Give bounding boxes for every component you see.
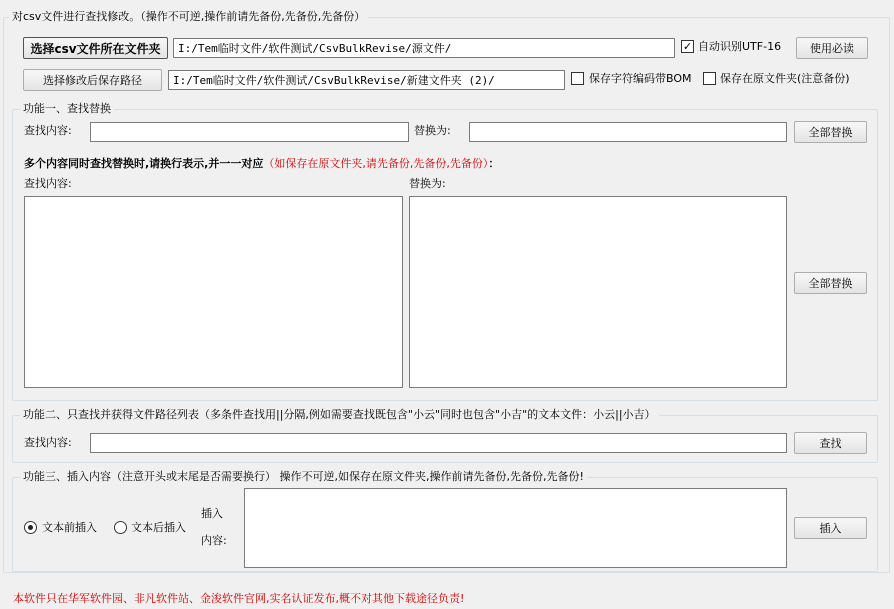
func1-replace-input[interactable]: [469, 122, 787, 142]
multi-note-warning: （如保存在原文件夹,请先备份,先备份,先备份）: [263, 157, 489, 170]
checkmark-icon: ✓: [682, 40, 693, 53]
insert-before-radio[interactable]: [24, 521, 37, 534]
insert-after-radio[interactable]: [114, 521, 127, 534]
multi-note-tail: ：: [488, 157, 500, 170]
multi-find-textarea[interactable]: [24, 196, 403, 388]
multi-find-label: 查找内容:: [24, 177, 72, 190]
multi-note: [24, 157, 499, 171]
insert-content-textarea[interactable]: [244, 488, 787, 568]
func1-find-label: 查找内容:: [24, 124, 72, 137]
radio-selected-dot: [28, 525, 33, 530]
func2-title: 功能二、只查找并获得文件路径列表（多条件查找用||分隔,例如需要查找既包含"小云"同时也包含"小吉"的文本文件：小云||小吉）: [20, 408, 659, 422]
select-save-path-button[interactable]: 选择修改后保存路径: [23, 69, 162, 91]
insert-button[interactable]: 插入: [794, 517, 867, 539]
insert-after-label: 文本后插入: [131, 521, 186, 534]
footer-notice: 本软件只在华军软件园、非凡软件站、金浚软件官网,实名认证发布,概不对其他下载途径负责!: [13, 592, 465, 605]
func1-find-input[interactable]: [90, 122, 409, 142]
multi-note-bold: 多个内容同时查找替换时,请换行表示,并一一对应: [24, 157, 264, 170]
source-path-field[interactable]: I:/Tem临时文件/软件测试/CsvBulkRevise/源文件/: [173, 38, 675, 58]
func1-replace-all-button[interactable]: 全部替换: [794, 121, 867, 143]
func3-title: 功能三、插入内容（注意开头或末尾是否需要换行） 操作不可逆,如保存在原文件夹,操作前请先备份,先备份,先备份!: [20, 470, 587, 484]
auto-detect-utf16-label: 自动识别UTF-16: [698, 40, 782, 53]
func2-find-label: 查找内容:: [24, 436, 72, 449]
multi-replace-all-button[interactable]: 全部替换: [794, 272, 867, 294]
insert-content-label-1: 插入: [201, 507, 223, 520]
intro-text: 对csv文件进行查找修改。（操作不可逆,操作前请先备份,先备份,先备份）: [9, 10, 368, 24]
func1-title: 功能一、查找替换: [20, 102, 114, 116]
insert-content-label-2: 内容:: [201, 534, 227, 547]
bom-checkbox[interactable]: [571, 72, 584, 85]
readme-button[interactable]: 使用必读: [796, 37, 868, 59]
multi-replace-textarea[interactable]: [409, 196, 787, 388]
select-source-folder-button[interactable]: 选择csv文件所在文件夹: [23, 37, 168, 59]
insert-before-label: 文本前插入: [42, 521, 97, 534]
save-in-place-label: 保存在原文件夹(注意备份): [720, 72, 850, 85]
func2-find-input[interactable]: [90, 433, 787, 453]
save-path-field[interactable]: I:/Tem临时文件/软件测试/CsvBulkRevise/新建文件夹 (2)/: [168, 70, 565, 90]
func1-replace-label: 替换为:: [414, 124, 451, 137]
auto-detect-utf16-checkbox[interactable]: [681, 40, 694, 53]
search-button[interactable]: 查找: [794, 432, 867, 454]
multi-replace-label: 替换为:: [409, 177, 446, 190]
bom-label: 保存字符编码带BOM: [589, 72, 692, 85]
save-in-place-checkbox[interactable]: [703, 72, 716, 85]
